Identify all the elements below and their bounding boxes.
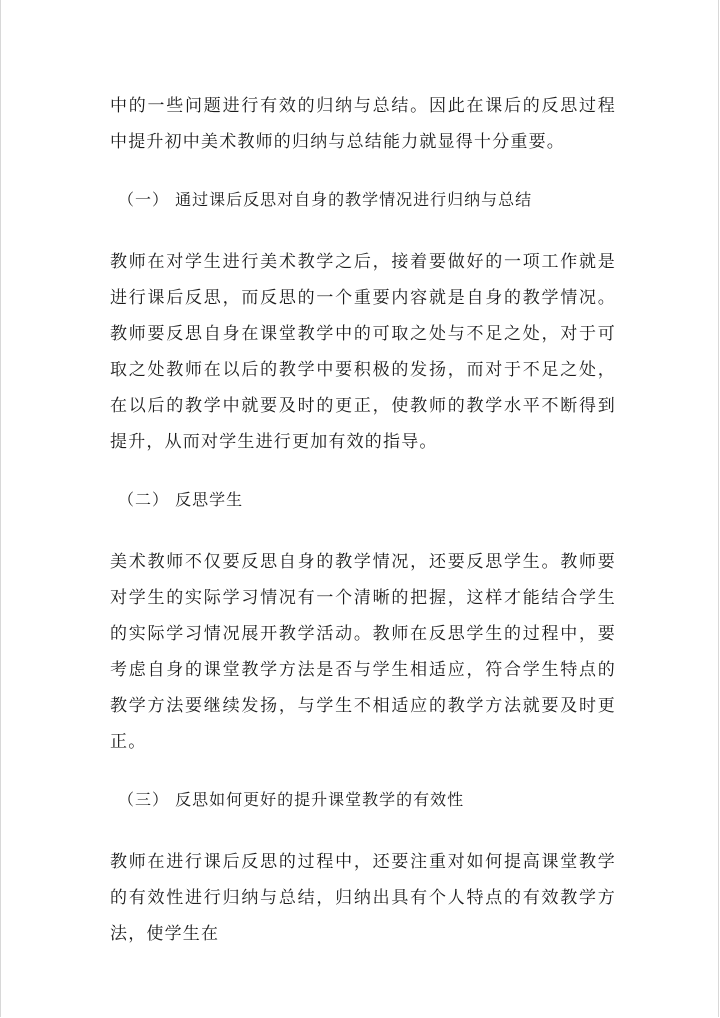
section-2-heading: （二） 反思学生 bbox=[118, 490, 244, 509]
spacer bbox=[110, 760, 616, 788]
section-3-body: 教师在进行课后反思的过程中，还要注重对如何提高课堂教学的有效性进行归纳与总结，归纳出具有个人特点的有效教学方法，使学生在 bbox=[110, 852, 616, 944]
spacer bbox=[110, 160, 616, 188]
spacer bbox=[110, 812, 616, 844]
spacer bbox=[110, 512, 616, 544]
document-content bbox=[110, 88, 616, 952]
section-1-heading: （一） 通过课后反思对自身的教学情况进行归纳与总结 bbox=[118, 190, 533, 209]
spacer bbox=[110, 212, 616, 244]
section-1-body: 教师在对学生进行美术教学之后，接着要做好的一项工作就是进行课后反思，而反思的一个重要内容就是自身的教学情况。教师要反思自身在课堂教学中的可取之处与不足之处，对于可取之处教师在以后的教学中要积极的发扬，而对于不足之处，在以后的教学中就要及时的更正，使教师的教学水平不断得到提升，从而对学生进行更加有效的指导。 bbox=[110, 252, 616, 452]
section-2-body: 美术教师不仅要反思自身的教学情况，还要反思学生。教师要对学生的实际学习情况有一个清晰的把握，这样才能结合学生的实际学习情况展开教学活动。教师在反思学生的过程中，要考虑自身的课堂教学方法是否与学生相适应，符合学生特点的教学方法要继续发扬，与学生不相适应的教学方法就要及时更正。 bbox=[110, 552, 616, 752]
section-3-heading: （三） 反思如何更好的提升课堂教学的有效性 bbox=[118, 790, 465, 809]
spacer bbox=[110, 460, 616, 488]
intro-paragraph: 中的一些问题进行有效的归纳与总结。因此在课后的反思过程中提升初中美术教师的归纳与总结能力就显得十分重要。 bbox=[110, 96, 616, 152]
